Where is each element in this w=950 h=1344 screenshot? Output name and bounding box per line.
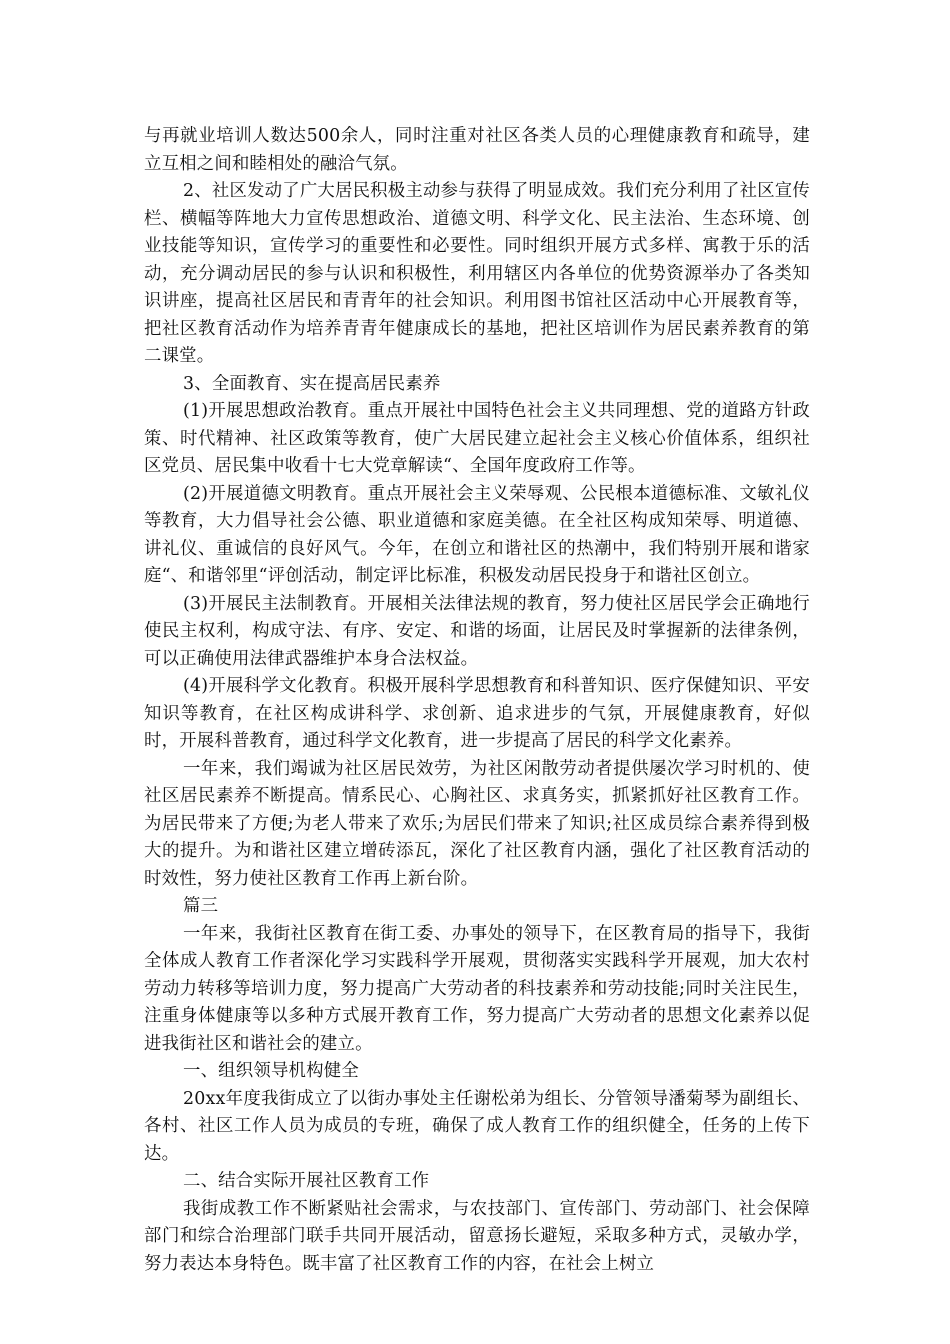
paragraph: 2、社区发动了广大居民积极主动参与获得了明显成效。我们充分利用了社区宣传栏、横幅等阵地大力宣传思想政治、道德文明、科学文化、民主法治、生态环境、创业技能等知识，宣传学习的重要性和必要性。同时组织开展方式多样、寓教于乐的活动，充分调动居民的参与认识和积极性，利用辖区内各单位的优势资源举办了各类知识讲座，提高社区居民和青青年的社会知识。利用图书馆社区活动中心开展教育等，把社区教育活动作为培养青青年健康成长的基地，把社区培训作为居民素养教育的第二课堂。: [144, 181, 810, 366]
section-heading: 一、组织领导机构健全: [183, 1061, 359, 1081]
section-heading: 3、全面教育、实在提高居民素养: [183, 373, 441, 394]
document-body: [144, 123, 810, 1278]
paragraph: 与再就业培训人数达500余人，同时注重对社区各类人员的心理健康教育和疏导，建立互相之间和睦相处的融洽气氛。: [144, 126, 810, 174]
section-heading: 篇三: [183, 896, 219, 916]
section-heading: 二、结合实际开展社区教育工作: [183, 1171, 430, 1191]
paragraph: (4)开展科学文化教育。积极开展科学思想教育和科普知识、医疗保健知识、平安知识等教育，在社区构成讲科学、求创新、追求进步的气氛，开展健康教育，好似时，开展科普教育，通过科学文化教育，进一步提高了居民的科学文化素养。: [144, 676, 810, 751]
paragraph: 一年来，我街社区教育在街工委、办事处的领导下，在区教育局的指导下，我街全体成人教育工作者深化学习实践科学开展观，贯彻落实实践科学开展观，加大农村劳动力转移等培训力度，努力提高广大劳动者的科技素养和劳动技能;同时关注民生，注重身体健康等以多种方式展开教育工作，努力提高广大劳动者的思想文化素养以促进我街社区和谐社会的建立。: [144, 923, 810, 1054]
paragraph: 一年来，我们竭诚为社区居民效劳，为社区闲散劳动者提供屡次学习时机的、使社区居民素养不断提高。情系民心、心胸社区、求真务实，抓紧抓好社区教育工作。为居民带来了方便;为老人带来了欢乐;为居民们带来了知识;社区成员综合素养得到极大的提升。为和谐社区建立增砖添瓦，深化了社区教育内涵，强化了社区教育活动的时效性，努力使社区教育工作再上新台阶。: [144, 758, 810, 889]
paragraph: 我街成教工作不断紧贴社会需求，与农技部门、宣传部门、劳动部门、社会保障部门和综合治理部门联手共同开展活动，留意扬长避短，采取多种方式，灵敏办学，努力表达本身特色。既丰富了社区教育工作的内容，在社会上树立: [144, 1198, 810, 1274]
paragraph: (3)开展民主法制教育。开展相关法律法规的教育，努力使社区居民学会正确地行使民主权利，构成守法、有序、安定、和谐的场面，让居民及时掌握新的法律条例，可以正确使用法律武器维护本身合法权益。: [144, 593, 810, 669]
paragraph: (1)开展思想政治教育。重点开展社中国特色社会主义共同理想、党的道路方针政策、时代精神、社区政策等教育，使广大居民建立起社会主义核心价值体系，组织社区党员、居民集中收看十七大党章解读“、全国年度政府工作等。: [144, 401, 810, 476]
paragraph: (2)开展道德文明教育。重点开展社会主义荣辱观、公民根本道德标准、文敏礼仪等教育，大力倡导社会公德、职业道德和家庭美德。在全社区构成知荣辱、明道德、讲礼仪、重诚信的良好风气。今年，在创立和谐社区的热潮中，我们特别开展和谐家庭“、和谐邻里“评创活动，制定评比标准，积极发动居民投身于和谐社区创立。: [144, 483, 810, 586]
paragraph: 20xx年度我街成立了以街办事处主任谢松弟为组长、分管领导潘菊琴为副组长、各村、社区工作人员为成员的专班，确保了成人教育工作的组织健全，任务的上传下达。: [144, 1088, 810, 1164]
